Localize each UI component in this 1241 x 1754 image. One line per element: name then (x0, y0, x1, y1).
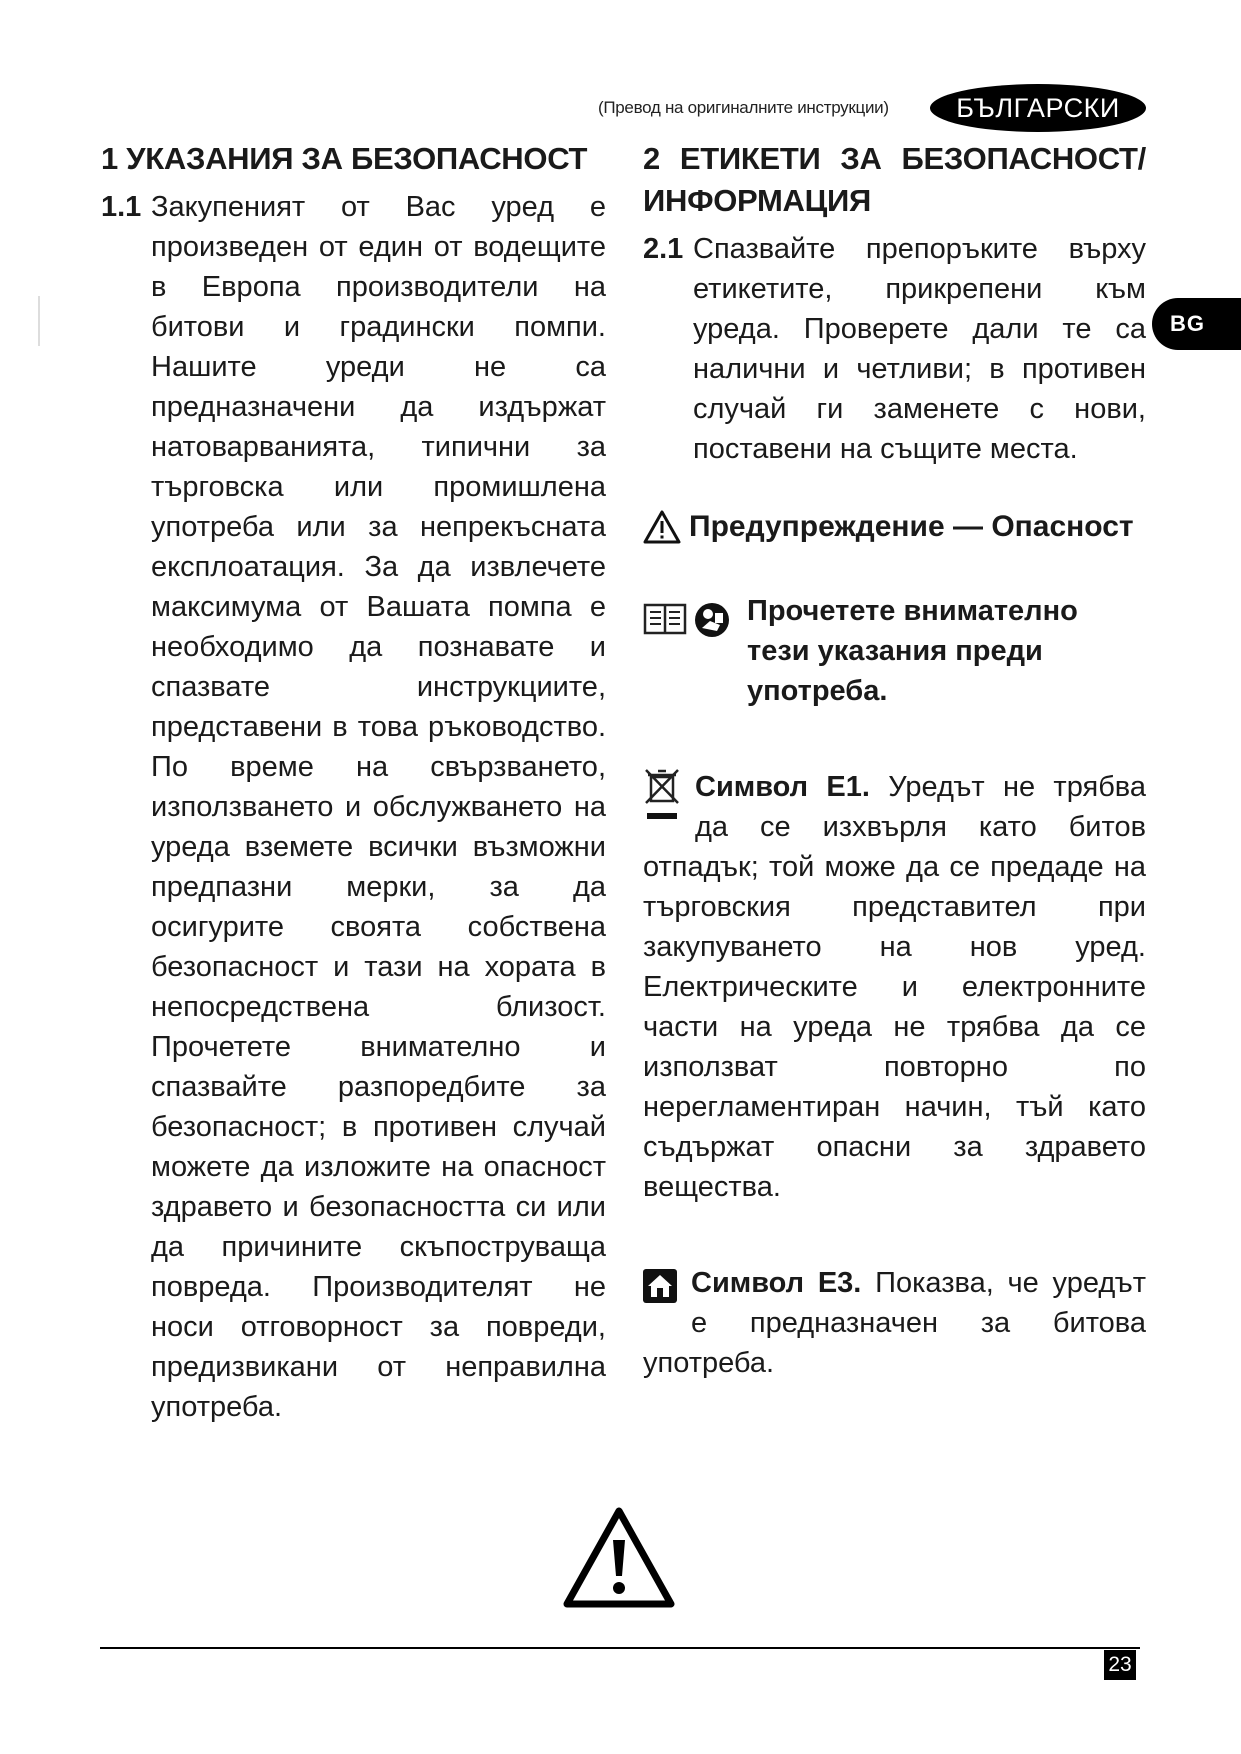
language-badge: БЪЛГАРСКИ (930, 84, 1146, 132)
item-2-1-number: 2.1 (643, 233, 684, 265)
house-icon (643, 1269, 677, 1303)
item-1-1-text: Закупеният от Вас уред е произведен от един от водещите в Европа производители на битови и градински помпи. Нашите уреди не са предназначени да издържат натоварванията, типични за търговска или промишлена употреба или за непрекъсната експлоатация. За да извлечете максимума от Вашата помпа е необходимо да познавате и спазвате инструкциите, представени в това ръководство. По време на свързването, използването и обслужването на уреда вземете всички възможни предпазни мерки, за да осигурите своята собствена безопасност и тази на хората в непосредствена близост. Прочетете внимателно и спазвайте разпоредбите за безопасност; в противен случай можете да изложите на опасност здравето и безопасността си или да причините скъпоструваща повреда. Производителят не носи отговорност за повреди, предизвикани от неправилна употреба. (151, 191, 606, 1423)
large-warning-icon (562, 1506, 676, 1610)
item-2-1 (643, 229, 1146, 469)
item-1-1-number: 1.1 (101, 191, 142, 223)
symbol-e1-label: Символ Е1. (695, 771, 870, 803)
section-safety-instructions (101, 138, 606, 1427)
read-manual-person-icon (693, 601, 731, 639)
margin-mark (38, 296, 40, 346)
section-1-title: 1 УКАЗАНИЯ ЗА БЕЗОПАСНОСТ (101, 141, 588, 176)
footer-rule (100, 1647, 1140, 1649)
symbol-e3-block (643, 1263, 1146, 1383)
manual-book-icon (643, 601, 687, 637)
section-2-title: 2 ЕТИКЕТИ ЗА БЕЗОПАСНОСТ/ ИНФОРМАЦИЯ (643, 141, 1146, 218)
read-instructions-block (643, 591, 1146, 711)
symbol-e3-text: Показва, че уредът е предназначен за битова употреба. (643, 1267, 1147, 1379)
symbol-e1-block (643, 767, 1146, 1207)
language-side-tab: BG (1152, 298, 1241, 350)
symbol-e1-text: Уредът не трябва да се изхвърля като битов отпадък; той може да се предаде на търговския представител при закупуването на нов уред. Електрическите и електронните части на уреда не трябва да се използват повторно по нерегламентиран начин, тъй като съдържат опасни за здравето вещества. (643, 771, 1147, 1203)
item-1-1 (101, 187, 606, 1427)
warning-danger-line (643, 507, 1146, 547)
item-2-1-text: Спазвайте препоръките върху етикетите, прикрепени към уреда. Проверете дали те са налични и четливи; в противен случай ги заменете с нови, поставени на същите места. (693, 233, 1146, 465)
section-safety-labels (643, 138, 1146, 1383)
crossed-bin-icon (643, 767, 681, 823)
warning-triangle-icon (643, 509, 681, 545)
read-instructions-text: Прочетете внимателно тези указания преди употреба. (747, 595, 1078, 707)
page-number: 23 (1104, 1650, 1136, 1680)
symbol-e3-label: Символ Е3. (691, 1267, 862, 1299)
warning-danger-label: Предупреждение — Опасност (689, 510, 1134, 543)
translation-note: (Превод на оригиналните инструкции) (598, 98, 889, 117)
read-instructions-icons (643, 601, 731, 639)
